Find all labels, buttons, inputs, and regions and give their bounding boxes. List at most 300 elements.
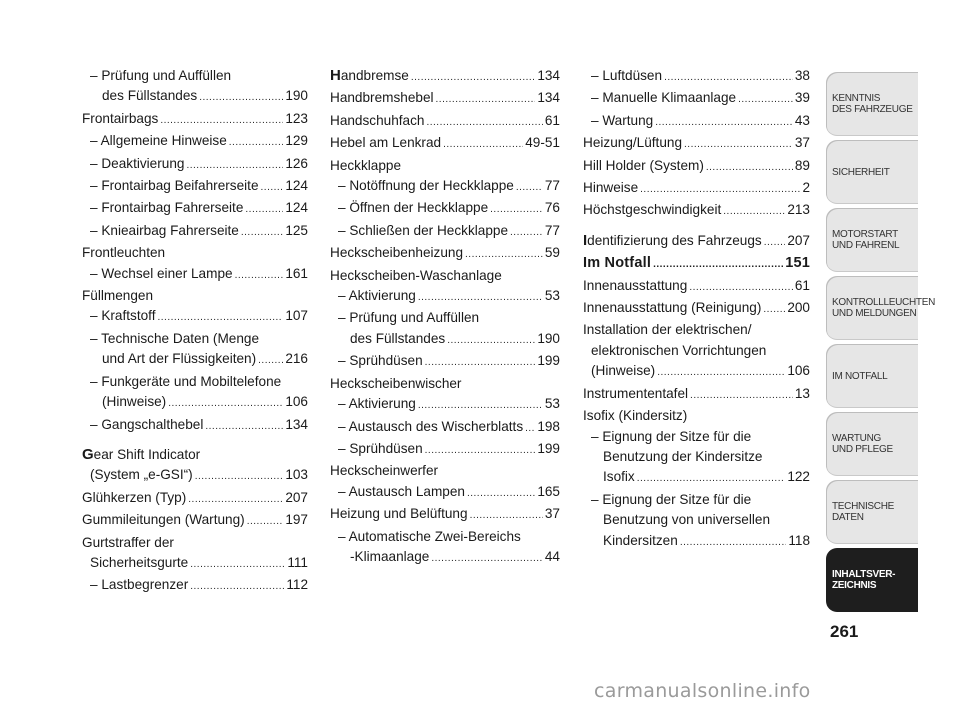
index-entry — [330, 111, 560, 133]
entry-page: 43 — [794, 112, 810, 128]
entry-page: 112 — [286, 577, 308, 593]
entry-text — [102, 349, 256, 369]
entry-label: – Lastbegrenzer — [90, 577, 189, 593]
index-entry — [82, 533, 308, 553]
dot-leader — [261, 178, 284, 198]
entry-text — [82, 447, 200, 462]
entry-label: – Eignung der Sitze für die — [591, 491, 752, 507]
entry-label: und Art der Flüssigkeiten) — [102, 351, 257, 367]
dot-leader — [190, 555, 285, 575]
entry-label: – Knieairbag Fahrerseite — [90, 222, 239, 238]
index-entry — [583, 447, 810, 467]
index-entry — [82, 349, 308, 371]
index-entry — [583, 341, 810, 361]
dot-leader — [525, 419, 535, 439]
index-entry — [82, 109, 308, 131]
entry-label: – Wechsel einer Lampe — [90, 265, 233, 281]
entry-label: Hill Holder (System) — [583, 157, 704, 173]
entry-text — [90, 306, 156, 326]
chapter-tab-label: IM NOTFALL — [832, 370, 888, 382]
index-entry — [330, 461, 560, 481]
chapter-tab[interactable] — [826, 140, 918, 204]
index-entry — [583, 361, 810, 383]
dot-leader — [229, 133, 284, 153]
entry-text — [330, 504, 468, 524]
dot-leader — [664, 68, 793, 88]
entry-text — [330, 376, 461, 391]
dot-leader — [706, 158, 793, 178]
chapter-tab-label: INHALTSVER- ZEICHNIS — [832, 569, 896, 591]
dot-leader — [205, 417, 283, 437]
dot-leader — [465, 245, 543, 265]
entry-label: Instrumententafel — [583, 385, 689, 401]
entry-text — [583, 231, 762, 251]
entry-label: Heckklappe — [330, 157, 402, 173]
entry-page: 37 — [544, 506, 560, 522]
entry-page: 37 — [794, 135, 810, 151]
entry-text — [583, 408, 687, 423]
entry-page: 123 — [285, 110, 308, 126]
entry-page: 77 — [544, 178, 560, 194]
entry-label: – Austausch des Wischerblatts — [338, 418, 524, 434]
entry-text — [90, 68, 231, 83]
entry-label: Isofix — [603, 469, 635, 485]
dot-leader — [763, 300, 785, 320]
entry-label: Heizung und Belüftung — [330, 506, 468, 522]
entry-initial: I — [583, 231, 588, 249]
entry-page: 118 — [788, 532, 810, 548]
entry-label: – Austausch Lampen — [338, 483, 465, 499]
entry-page: 61 — [544, 112, 560, 128]
dot-leader — [411, 68, 535, 88]
entry-label: -Klimaanlage — [350, 548, 430, 564]
entry-text — [591, 343, 766, 358]
entry-label: andbremse — [340, 68, 409, 83]
index-entry — [82, 306, 308, 328]
dot-leader — [689, 278, 793, 298]
entry-label: Innenausstattung (Reinigung) — [583, 300, 762, 316]
entry-page: 125 — [285, 222, 308, 238]
entry-text — [338, 176, 514, 196]
entry-text — [82, 488, 186, 508]
entry-label: – Gangschalthebel — [90, 416, 204, 432]
index-entry — [330, 176, 560, 198]
entry-label: – Frontairbag Fahrerseite — [90, 200, 244, 216]
entry-label: – Technische Daten (Menge — [90, 330, 260, 346]
chapter-tab-label: MOTORSTART UND FAHRENL — [832, 229, 900, 251]
index-entry — [583, 111, 810, 133]
dot-leader — [680, 533, 787, 553]
index-entry — [330, 133, 560, 155]
entry-label: Benutzung der Kindersitze — [603, 448, 763, 464]
index-entry — [330, 88, 560, 110]
dot-leader — [199, 88, 283, 108]
entry-label: – Luftdüsen — [591, 68, 663, 83]
index-entry — [330, 66, 560, 88]
entry-label: – Schließen der Heckklappe — [338, 222, 509, 238]
entry-page: 106 — [285, 394, 308, 410]
dot-leader — [425, 441, 536, 461]
entry-text — [338, 482, 465, 502]
index-entry — [583, 467, 810, 489]
entry-label: Kindersitzen — [603, 532, 678, 548]
entry-page: 134 — [537, 68, 560, 83]
entry-page: 77 — [544, 222, 560, 238]
index-entry — [583, 156, 810, 178]
index-entry — [583, 406, 810, 426]
index-entry — [82, 488, 308, 510]
entry-label: Installation der elektrischen/ — [583, 322, 752, 338]
entry-page: 134 — [285, 416, 308, 432]
chapter-tab[interactable] — [826, 344, 918, 408]
entry-label: (Hinweise) — [102, 394, 167, 410]
entry-page: 2 — [802, 180, 810, 196]
entry-label: Gummileitungen (Wartung) — [82, 512, 245, 528]
entry-text — [338, 221, 508, 241]
entry-text — [591, 88, 736, 108]
index-entry — [583, 133, 810, 155]
index-entry — [82, 86, 308, 108]
entry-text — [90, 465, 193, 485]
page-number: 261 — [830, 622, 859, 641]
dot-leader — [425, 353, 536, 373]
entry-page: 38 — [794, 68, 810, 83]
index-entry — [583, 276, 810, 298]
dot-leader — [418, 288, 543, 308]
index-entry — [583, 298, 810, 320]
entry-text — [338, 417, 523, 437]
entry-page: 124 — [285, 200, 308, 216]
entry-label: Hinweise — [583, 180, 639, 196]
dot-leader — [684, 135, 793, 155]
entry-label: – Aktivierung — [338, 396, 416, 412]
dot-leader — [160, 111, 283, 131]
index-entry — [330, 547, 560, 569]
entry-text — [591, 492, 751, 507]
entry-page: 129 — [285, 133, 308, 149]
entry-page: 59 — [544, 245, 560, 261]
entry-text — [583, 200, 721, 220]
entry-text — [583, 384, 688, 404]
index-entry — [330, 374, 560, 394]
dot-leader — [418, 396, 543, 416]
entry-text — [330, 158, 401, 173]
entry-label: Glühkerzen (Typ) — [82, 489, 187, 505]
entry-text — [330, 66, 409, 86]
index-entry — [82, 510, 308, 532]
entry-label: – Wartung — [591, 112, 654, 128]
index-entry — [82, 131, 308, 153]
dot-leader — [258, 351, 283, 371]
entry-text — [603, 512, 770, 527]
index-entry — [330, 439, 560, 461]
entry-text — [82, 288, 153, 303]
dot-leader — [655, 113, 793, 133]
entry-label: Heckscheinwerfer — [330, 463, 439, 479]
entry-page: 106 — [787, 363, 810, 379]
entry-label: Heckscheiben-Waschanlage — [330, 267, 502, 283]
dot-leader — [241, 223, 283, 243]
dot-leader — [426, 113, 542, 133]
entry-label: Innenausstattung — [583, 277, 688, 293]
dot-leader — [436, 90, 536, 110]
entry-text — [603, 531, 678, 551]
index-entry — [330, 198, 560, 220]
entry-label: Frontairbags — [82, 110, 159, 126]
entry-text — [82, 535, 174, 550]
index-entry — [82, 286, 308, 306]
entry-text — [338, 198, 488, 218]
index-entry — [82, 465, 308, 487]
entry-page: 124 — [285, 178, 308, 194]
dot-leader — [516, 178, 543, 198]
index-entry — [583, 510, 810, 530]
entry-text — [90, 374, 281, 389]
chapter-tab-label: KONTROLLLEUCHTEN UND MELDUNGEN — [832, 297, 935, 319]
index-entry — [82, 154, 308, 176]
entry-label: ear Shift Indicator — [93, 446, 201, 462]
entry-label: Handschuhfach — [330, 112, 425, 128]
index-entry — [82, 415, 308, 437]
entry-text — [583, 276, 687, 296]
entry-page: 151 — [785, 255, 810, 272]
dot-leader — [431, 549, 543, 569]
index-entry — [82, 553, 308, 575]
index-entry — [583, 253, 810, 275]
chapter-tab-label: TECHNISCHE DATEN — [832, 501, 895, 523]
dot-leader — [190, 577, 284, 597]
index-entry — [330, 243, 560, 265]
index-entry — [330, 351, 560, 373]
index-entry — [330, 482, 560, 504]
entry-text — [603, 449, 762, 464]
entry-page: 198 — [537, 418, 560, 434]
index-entry — [82, 176, 308, 198]
entry-label: dentifizierung des Fahrzeugs — [587, 232, 762, 248]
dot-leader — [195, 467, 284, 487]
index-entry — [330, 156, 560, 176]
index-entry — [82, 392, 308, 414]
entry-page: 44 — [544, 548, 560, 564]
index-entry — [82, 243, 308, 263]
dot-leader — [188, 490, 283, 510]
index-entry — [583, 490, 810, 510]
entry-label: Höchstgeschwindigkeit — [583, 202, 722, 218]
entry-label: (System „e-GSI“) — [90, 467, 193, 483]
entry-page: 107 — [285, 308, 308, 324]
dot-leader — [470, 506, 543, 526]
chapter-tab[interactable] — [826, 208, 918, 272]
entry-text — [90, 264, 233, 284]
index-entry — [330, 394, 560, 416]
dot-leader — [247, 512, 284, 532]
entry-text — [102, 86, 197, 106]
chapter-tab[interactable] — [826, 480, 918, 544]
entry-page: 53 — [544, 288, 560, 304]
entry-page: 49-51 — [525, 135, 560, 151]
index-column-1 — [82, 66, 308, 598]
dot-leader — [723, 202, 785, 222]
dot-leader — [186, 156, 283, 176]
chapter-tab-label: WARTUNG UND PFLEGE — [832, 433, 893, 455]
entry-text — [90, 221, 239, 241]
entry-label: Heckscheibenheizung — [330, 245, 464, 261]
index-entry — [82, 264, 308, 286]
entry-page: 122 — [787, 469, 810, 485]
entry-initial: H — [330, 67, 341, 84]
index-entry — [583, 384, 810, 406]
dot-leader — [245, 200, 283, 220]
entry-text — [330, 463, 438, 478]
entry-text — [591, 429, 751, 444]
chapter-tab-label: KENNTNIS DES FAHRZEUGE — [832, 93, 913, 115]
entry-page: 103 — [285, 467, 308, 483]
entry-page: 190 — [285, 88, 308, 104]
entry-page: 165 — [537, 483, 560, 499]
entry-text — [591, 111, 653, 131]
entry-page: 111 — [287, 554, 308, 570]
index-entry — [82, 66, 308, 86]
entry-label: Gurtstraffer der — [82, 534, 174, 550]
entry-text — [350, 329, 445, 349]
entry-label: Frontleuchten — [82, 245, 166, 261]
index-entry — [82, 445, 308, 465]
index-entry — [330, 504, 560, 526]
index-entry — [583, 427, 810, 447]
entry-text — [350, 547, 429, 567]
dot-leader — [168, 394, 283, 414]
entry-label: Benutzung von universellen — [603, 512, 771, 528]
entry-text — [583, 133, 682, 153]
entry-page: 207 — [285, 489, 308, 505]
entry-text — [338, 351, 423, 371]
entry-label: – Notöffnung der Heckklappe — [338, 178, 514, 194]
entry-label: – Eignung der Sitze für die — [591, 428, 752, 444]
dot-leader — [467, 484, 535, 504]
entry-label: – Sprühdüsen — [338, 440, 423, 456]
chapter-tab[interactable] — [826, 72, 918, 136]
dot-leader — [637, 469, 786, 489]
entry-label: elektronischen Vorrichtungen — [591, 342, 767, 358]
entry-text — [338, 310, 479, 325]
entry-text — [82, 245, 165, 260]
chapter-tab[interactable] — [826, 276, 935, 340]
dot-leader — [640, 180, 800, 200]
entry-page: 197 — [285, 512, 308, 528]
index-entry — [583, 88, 810, 110]
entry-page: 161 — [285, 265, 308, 281]
index-entry — [82, 198, 308, 220]
entry-text — [90, 154, 184, 174]
entry-label: – Aktivierung — [338, 288, 416, 304]
dot-leader — [447, 331, 535, 351]
entry-page: 200 — [787, 300, 810, 316]
entry-text — [90, 331, 259, 346]
entry-page: 190 — [537, 330, 560, 346]
entry-label: Füllmengen — [82, 288, 154, 304]
entry-text — [330, 88, 434, 108]
entry-text — [583, 322, 752, 337]
entry-text — [82, 109, 158, 129]
index-column-2 — [330, 66, 560, 569]
entry-label: – Allgemeine Hinweise — [90, 133, 227, 149]
entry-text — [90, 131, 227, 151]
index-entry — [583, 200, 810, 222]
entry-label: – Sprühdüsen — [338, 353, 423, 369]
dot-leader — [490, 200, 543, 220]
watermark: carmanualsonline.info — [594, 680, 811, 702]
index-entry — [583, 531, 810, 553]
entry-text — [338, 529, 521, 544]
chapter-tabs — [826, 72, 935, 616]
entry-label: Isofix (Kindersitz) — [583, 408, 688, 424]
index-entry — [583, 320, 810, 340]
index-entry — [82, 221, 308, 243]
entry-label: – Kraftstoff — [90, 308, 156, 324]
entry-page: 76 — [544, 200, 560, 216]
entry-page: 89 — [794, 157, 810, 173]
dot-leader — [510, 223, 543, 243]
entry-label: Im Notfall — [583, 255, 652, 272]
entry-page: 216 — [285, 351, 308, 367]
entry-text — [90, 575, 188, 595]
entry-text — [591, 66, 662, 86]
entry-label: Heckscheibenwischer — [330, 375, 462, 391]
entry-label: – Manuelle Klimaanlage — [591, 90, 737, 106]
entry-label: – Prüfung und Auffüllen — [90, 68, 232, 83]
chapter-tab[interactable] — [826, 412, 918, 476]
dot-leader — [158, 308, 284, 328]
entry-text — [583, 253, 651, 273]
dot-leader — [764, 233, 786, 253]
entry-text — [603, 467, 635, 487]
entry-label: – Automatische Zwei-Bereichs — [338, 528, 521, 544]
entry-initial: G — [82, 445, 94, 463]
entry-page: 199 — [537, 353, 560, 369]
index-entry — [583, 178, 810, 200]
entry-page: 134 — [537, 90, 560, 106]
entry-text — [82, 510, 245, 530]
entry-page: 207 — [787, 232, 810, 248]
entry-label: Handbremshebel — [330, 90, 434, 106]
index-column-3 — [583, 66, 810, 553]
entry-label: – Deaktivierung — [90, 155, 185, 171]
index-entry — [583, 66, 810, 88]
index-entry — [330, 527, 560, 547]
index-entry — [330, 417, 560, 439]
index-entry — [583, 231, 810, 253]
entry-text — [90, 415, 203, 435]
entry-label: Hebel am Lenkrad — [330, 135, 442, 151]
chapter-tab[interactable] — [826, 548, 918, 612]
dot-leader — [653, 255, 783, 275]
entry-text — [338, 394, 416, 414]
entry-label: – Frontairbag Beifahrerseite — [90, 178, 259, 194]
entry-text — [583, 156, 704, 176]
entry-text — [338, 286, 416, 306]
index-entry — [82, 372, 308, 392]
entry-text — [583, 298, 761, 318]
entry-label: Sicherheitsgurte — [90, 554, 189, 570]
dot-leader — [657, 363, 785, 383]
index-entry — [82, 329, 308, 349]
entry-page: 39 — [794, 90, 810, 106]
entry-label: – Öffnen der Heckklappe — [338, 200, 489, 216]
entry-text — [90, 176, 259, 196]
entry-label: – Prüfung und Auffüllen — [338, 310, 480, 326]
index-entry — [330, 266, 560, 286]
dot-leader — [235, 266, 284, 286]
